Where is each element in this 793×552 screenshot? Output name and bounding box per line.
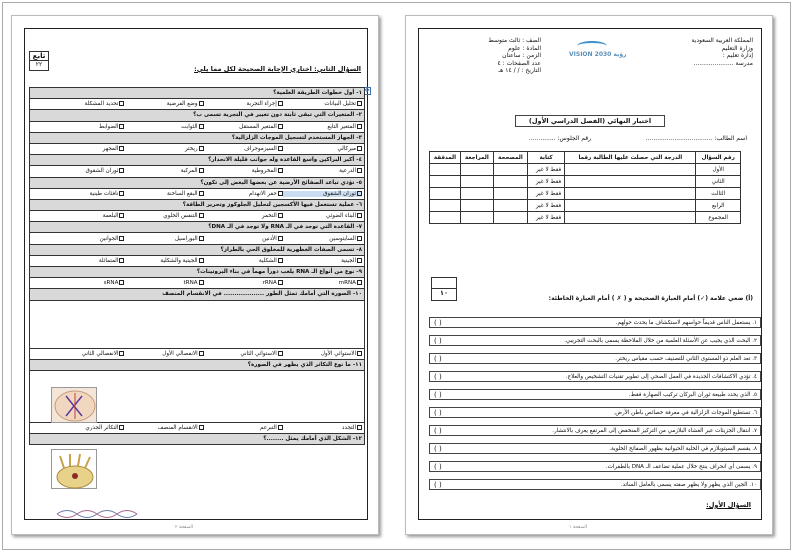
grades-cell [565,212,696,224]
tf-item [429,425,761,436]
answer-option[interactable] [283,258,362,264]
option-label: الانقسام المنصف [157,425,198,432]
tf-item [429,479,761,490]
tf-statement: ٣. تعد العلم ذو المستوى الثاني للتصنيف حسب مقياس ريختر. [615,356,757,362]
badge-bottom: ٢٢ [30,60,48,68]
question-text: ٩- نوع من أنواع الـ RNA يلعب دوراً مهماً في بناء البروتينات؟ [30,267,365,278]
checkbox-icon[interactable] [357,258,362,263]
grades-row-label: المجموع [696,212,741,224]
answer-option[interactable] [45,280,124,286]
grades-cell [430,212,461,224]
answer-option[interactable] [283,351,362,357]
option-label: تحديد المشكلة [84,101,119,108]
date-line: التاريخ : / / ١٤ هـ [498,67,541,74]
answer-option[interactable] [283,425,362,431]
answer-option[interactable] [45,236,124,242]
option-label: الاستوائي الأول [320,350,356,357]
answer-option[interactable] [124,258,203,264]
option-label: tRNA [183,280,198,287]
tf-statement: ١. يستعمل الناس قديماً حواسهم لاستكشاف ما يحدث حولهم. [615,320,757,326]
answer-option[interactable] [124,146,203,152]
answer-bracket[interactable]: ( ) [434,373,442,381]
option-label: الأدنين [262,235,277,242]
answer-option[interactable] [283,191,362,197]
answer-option[interactable] [283,146,362,152]
image-cell [30,300,365,348]
option-label: الجينية [341,257,356,264]
section-b-title: السؤال الأول: [706,501,751,509]
option-label: الانفصالي الثاني [81,350,119,357]
question-text: ٥- تؤدي تباعد الصفائح الأرضية عن بعضها البعض إلى تكون؟ [30,177,365,188]
question-text: ١١- ما نوع التكاثر الذي يظهر في الصورة؟ [30,359,365,370]
seat-number: رقم الجلوس: .............. [528,135,591,142]
grades-cell [460,212,493,224]
option-label: المركبة [180,168,198,175]
grades-header: المراجعة [460,152,493,164]
question-text: ١٠- الصورة التي أمامك تمثل الطور ................... في الانقسام المنصف [30,289,365,300]
answer-option[interactable] [204,168,283,174]
options-row [30,211,365,222]
grades-fill: فقط لا غير [527,200,564,212]
answer-option[interactable] [204,101,283,107]
options-row [30,143,365,154]
grades-row-label: الرابع [696,200,741,212]
answer-option[interactable] [124,168,203,174]
answer-bracket[interactable]: ( ) [434,409,442,417]
answer-option[interactable] [204,236,283,242]
move-handle-icon[interactable]: ✥ [364,87,370,94]
option-label: نافثات طينية [89,190,119,197]
tf-statement: ٧. انتقال الجزيئات عبر الغشاء البلازمي من التركيز المنخفض إلى المرتفع يعرف بالانتشار. [552,428,757,434]
student-name: اسم الطالب: ................................... [645,135,747,142]
answer-option[interactable] [45,191,124,197]
answer-option[interactable] [124,191,203,197]
grades-fill: فقط لا غير [527,164,564,176]
grades-cell [493,188,527,200]
grades-header: رقم السؤال [696,152,741,164]
grades-cell [430,164,461,176]
question-text: ١٢- الشكل الذي أمامك يمثل ........؟ [30,434,365,445]
grades-cell [460,164,493,176]
option-label: ميركالي [337,146,356,153]
option-label: المخروطية [251,168,277,175]
grades-cell [493,176,527,188]
tf-statement: ٦. تستطيع الموجات الزلزالية في معرفة خصائص باطن الأرض. [613,410,757,416]
grades-cell [430,176,461,188]
options-row [30,99,365,110]
answer-option[interactable] [204,124,283,130]
answer-option[interactable] [283,213,362,219]
option-label: التبرعم [260,425,277,432]
options-row [30,233,365,244]
answer-bracket[interactable]: ( ) [434,391,442,399]
header-line: الزمن : ساعتان [502,52,541,59]
answer-option[interactable] [204,351,283,357]
option-label: التنفس الخلوي [163,213,198,220]
grades-cell [565,164,696,176]
option-label: الضوابط [99,123,119,130]
logo-text: VISION رؤية 2030 [569,51,627,58]
grades-cell [565,176,696,188]
answer-option[interactable] [283,168,362,174]
checkbox-icon[interactable] [357,191,362,196]
checkbox-icon[interactable] [357,146,362,151]
grades-cell [493,200,527,212]
section-title: السؤال الثاني: اختاري الإجابة الصحيحة لكل مما يلي: [194,65,361,73]
grades-fill: فقط لا غير [527,188,564,200]
grades-cell [565,188,696,200]
tf-statement: ١٠. الجين الذي يظهر ولا يظهر صفته يسمى بالعامل السائد. [620,482,757,488]
option-label: البناء الضوئي [326,213,356,220]
question-text: ٣- الجهاز المستخدم لتسجيل الموجات الزلزالية؟ [30,132,365,143]
option-label: المتغير المستقل [239,123,277,130]
answer-option[interactable] [124,280,203,286]
grades-cell [493,164,527,176]
option-label: الجوانين [99,235,119,242]
answer-option[interactable] [124,425,203,431]
option-label: تحليل البيانات [324,101,356,108]
grades-row-label: الثالث [696,188,741,200]
header-line: مدرسة ..................... [693,59,753,67]
option-label: البقع الساخنة [166,190,198,197]
option-label: المتماثلة [98,257,119,264]
grades-header: المدققة [430,152,461,164]
viewer-frame [2,2,791,550]
header-line: وزارة التعليم [721,44,753,52]
option-label: التخمر [261,213,277,220]
question-text: ٨- تسمى الصفات العظهرية للمخلوق الحي بالطراز؟ [30,244,365,255]
option-label: rRNA [262,280,277,287]
answer-option[interactable] [45,258,124,264]
answer-option[interactable] [124,213,203,219]
grades-cell [460,176,493,188]
option-label: mRNA [338,280,356,287]
answer-option[interactable] [283,124,362,130]
answer-bracket[interactable]: ( ) [434,427,442,435]
option-label: ثوران الشقوق [85,168,119,175]
answer-option[interactable] [45,351,124,357]
document-page-left [11,15,379,535]
answer-option[interactable] [124,351,203,357]
grades-row-label: الثاني [696,176,741,188]
question-text: ٢- المتغيرات التي تبقى ثابتة دون تغيير في التجربة تسمى ب؟ [30,110,365,121]
tf-item [429,317,761,328]
answer-option[interactable] [45,168,124,174]
tf-statement: ٨. يقسم السيتوبلازم في الخلية الحيوانية بظهور الصفائح الخلوية. [609,446,757,452]
answer-bracket[interactable]: ( ) [434,319,442,327]
answer-option[interactable] [204,191,283,197]
option-label: ثوران الشقوق [323,190,356,197]
answer-option[interactable] [124,101,203,107]
tf-item [429,353,761,364]
answer-bracket[interactable]: ( ) [434,355,442,363]
option-label: التجدد [342,425,356,432]
answer-option[interactable] [204,258,283,264]
page-border [418,28,762,530]
option-label: المتغير التابع [327,123,356,130]
answer-bracket[interactable]: ( ) [434,463,442,471]
option-label: الاستوائي الثاني [240,350,277,357]
options-row [30,348,365,359]
tf-statement: ٩. يسمى أي انحراف ينتج خلال عملية تضاعف الـ DNA بالطفرات. [605,464,757,470]
option-label: الشكلية [258,257,277,264]
options-row [30,166,365,177]
answer-option[interactable] [45,124,124,130]
grades-table [429,151,741,224]
tf-item [429,335,761,346]
page-border [24,28,370,530]
hydra-icon [52,450,98,490]
option-label: وضع الفرضية [166,101,198,108]
grades-fill: فقط لا غير [527,212,564,224]
answer-option[interactable] [204,425,283,431]
option-label: ريختر [184,146,198,153]
question-text: ١- أول خطوات الطريقة العلمية؟ [30,88,365,99]
page-footer: الصفحة ٢ [175,525,193,530]
vision-2030-logo [567,39,627,69]
answer-option[interactable] [45,425,124,431]
checkbox-icon[interactable] [357,168,362,173]
option-label: الثوابت [181,123,198,130]
option-label: sRNA [103,280,119,287]
budding-image [51,449,97,489]
options-row [30,188,365,199]
option-label: حفر الانهدام [248,190,277,197]
options-row [30,121,365,132]
badge-top: تابع [32,52,46,60]
header-line: عدد الصفحات : ٤ [497,59,541,67]
answer-option[interactable] [283,101,362,107]
answer-bracket[interactable]: ( ) [434,445,442,453]
option-label: الجينية والشكلية [160,257,198,264]
checkbox-icon[interactable] [357,425,362,430]
checkbox-icon[interactable] [357,351,362,356]
answer-option[interactable] [283,280,362,286]
dna-decoration-icon [55,507,145,521]
option-label: السايتوسين [329,235,356,242]
option-label: الدرعية [339,168,356,175]
grades-cell [430,188,461,200]
option-label: المجهر [102,146,119,153]
exam-title: اختبار النهائي (الفصل الدراسي الأول) [515,115,665,127]
tf-statement: ٤. تؤدي الاكتشافات الجديدة في العمل الصحي إلى تطوير تقنيات التشخيص والعلاج. [565,374,757,380]
tf-item [429,443,761,454]
option-label: الانفصالي الأول [162,350,198,357]
header-line: الصف : ثالث متوسط [488,37,541,44]
answer-option[interactable] [124,236,203,242]
answer-option[interactable] [204,213,283,219]
checkbox-icon[interactable] [357,101,362,106]
option-label: التكاثر الجذري [85,425,119,432]
tf-statement: ٢. البحث الذي يجيب عن الأسئلة العلمية من خلال الملاحظة يسمى بالبحث التجريبي. [564,338,757,344]
options-row [30,278,365,289]
grades-cell [460,200,493,212]
answer-option[interactable] [283,236,362,242]
tf-item [429,371,761,382]
checkbox-icon[interactable] [357,280,362,285]
grades-cell [493,212,527,224]
cell-icon [52,388,98,424]
answer-option[interactable] [45,101,124,107]
question-text: ٧- القاعدة التي توجد في الـ RNA ولا توجد في الـ DNA؟ [30,222,365,233]
header-line: إدارة تعليم : [722,52,753,59]
header-line: المملكة العربية السعودية [691,37,753,44]
checkbox-icon[interactable] [357,236,362,241]
option-label: إجراء التجربة [246,101,277,108]
answer-bracket[interactable]: ( ) [434,481,442,489]
header-right [691,37,753,67]
grades-header: كتابة [527,152,564,164]
answer-option[interactable] [45,146,124,152]
grades-cell [460,188,493,200]
tf-item [429,407,761,418]
options-row [30,255,365,266]
tf-item [429,389,761,400]
question-text: ٦- عملية تستعمل فيها الأكسجين لتحليل الجلوكوز وتحرير الطاقة؟ [30,199,365,210]
meiosis-image [51,387,97,423]
option-label: اليوراسيل [174,235,198,242]
checkbox-icon[interactable] [357,213,362,218]
answer-bracket[interactable]: ( ) [434,337,442,345]
tf-item [429,461,761,472]
score-value: ١٠ [440,289,448,297]
checkbox-icon[interactable] [357,124,362,129]
question-text: ٤- أكبر البراكين واسع القاعدة وله جوانب قليلة الانحدار؟ [30,155,365,166]
grades-header: الدرجة التي حصلت عليها الطالبة رقما [565,152,696,164]
answer-option[interactable] [204,146,283,152]
document-page-right [405,15,773,535]
grades-cell [430,200,461,212]
option-label: السيزموجراف [244,146,277,153]
header-line: المادة : علوم [508,44,541,52]
option-label: البلعمة [102,213,119,220]
header-left [488,37,541,75]
page-badge [29,51,49,71]
score-box [431,277,457,301]
options-row [30,422,365,433]
grades-cell [565,200,696,212]
answer-option[interactable] [204,280,283,286]
page-footer: الصفحة ١ [569,525,587,530]
tf-instruction: (أ) ضعي علامة (✓) أمام العبارة الصحيحة و ( ✗ ) أمام العبارة الخاطئة: [548,295,753,302]
answer-option[interactable] [45,213,124,219]
grades-header: المصححة [493,152,527,164]
answer-option[interactable] [124,124,203,130]
tf-statement: ٥. الذي يحدد طبيعة ثوران البركان تركيب الصهارة فقط. [628,392,757,398]
grades-row-label: الأول [696,164,741,176]
grades-fill: فقط لا غير [527,176,564,188]
